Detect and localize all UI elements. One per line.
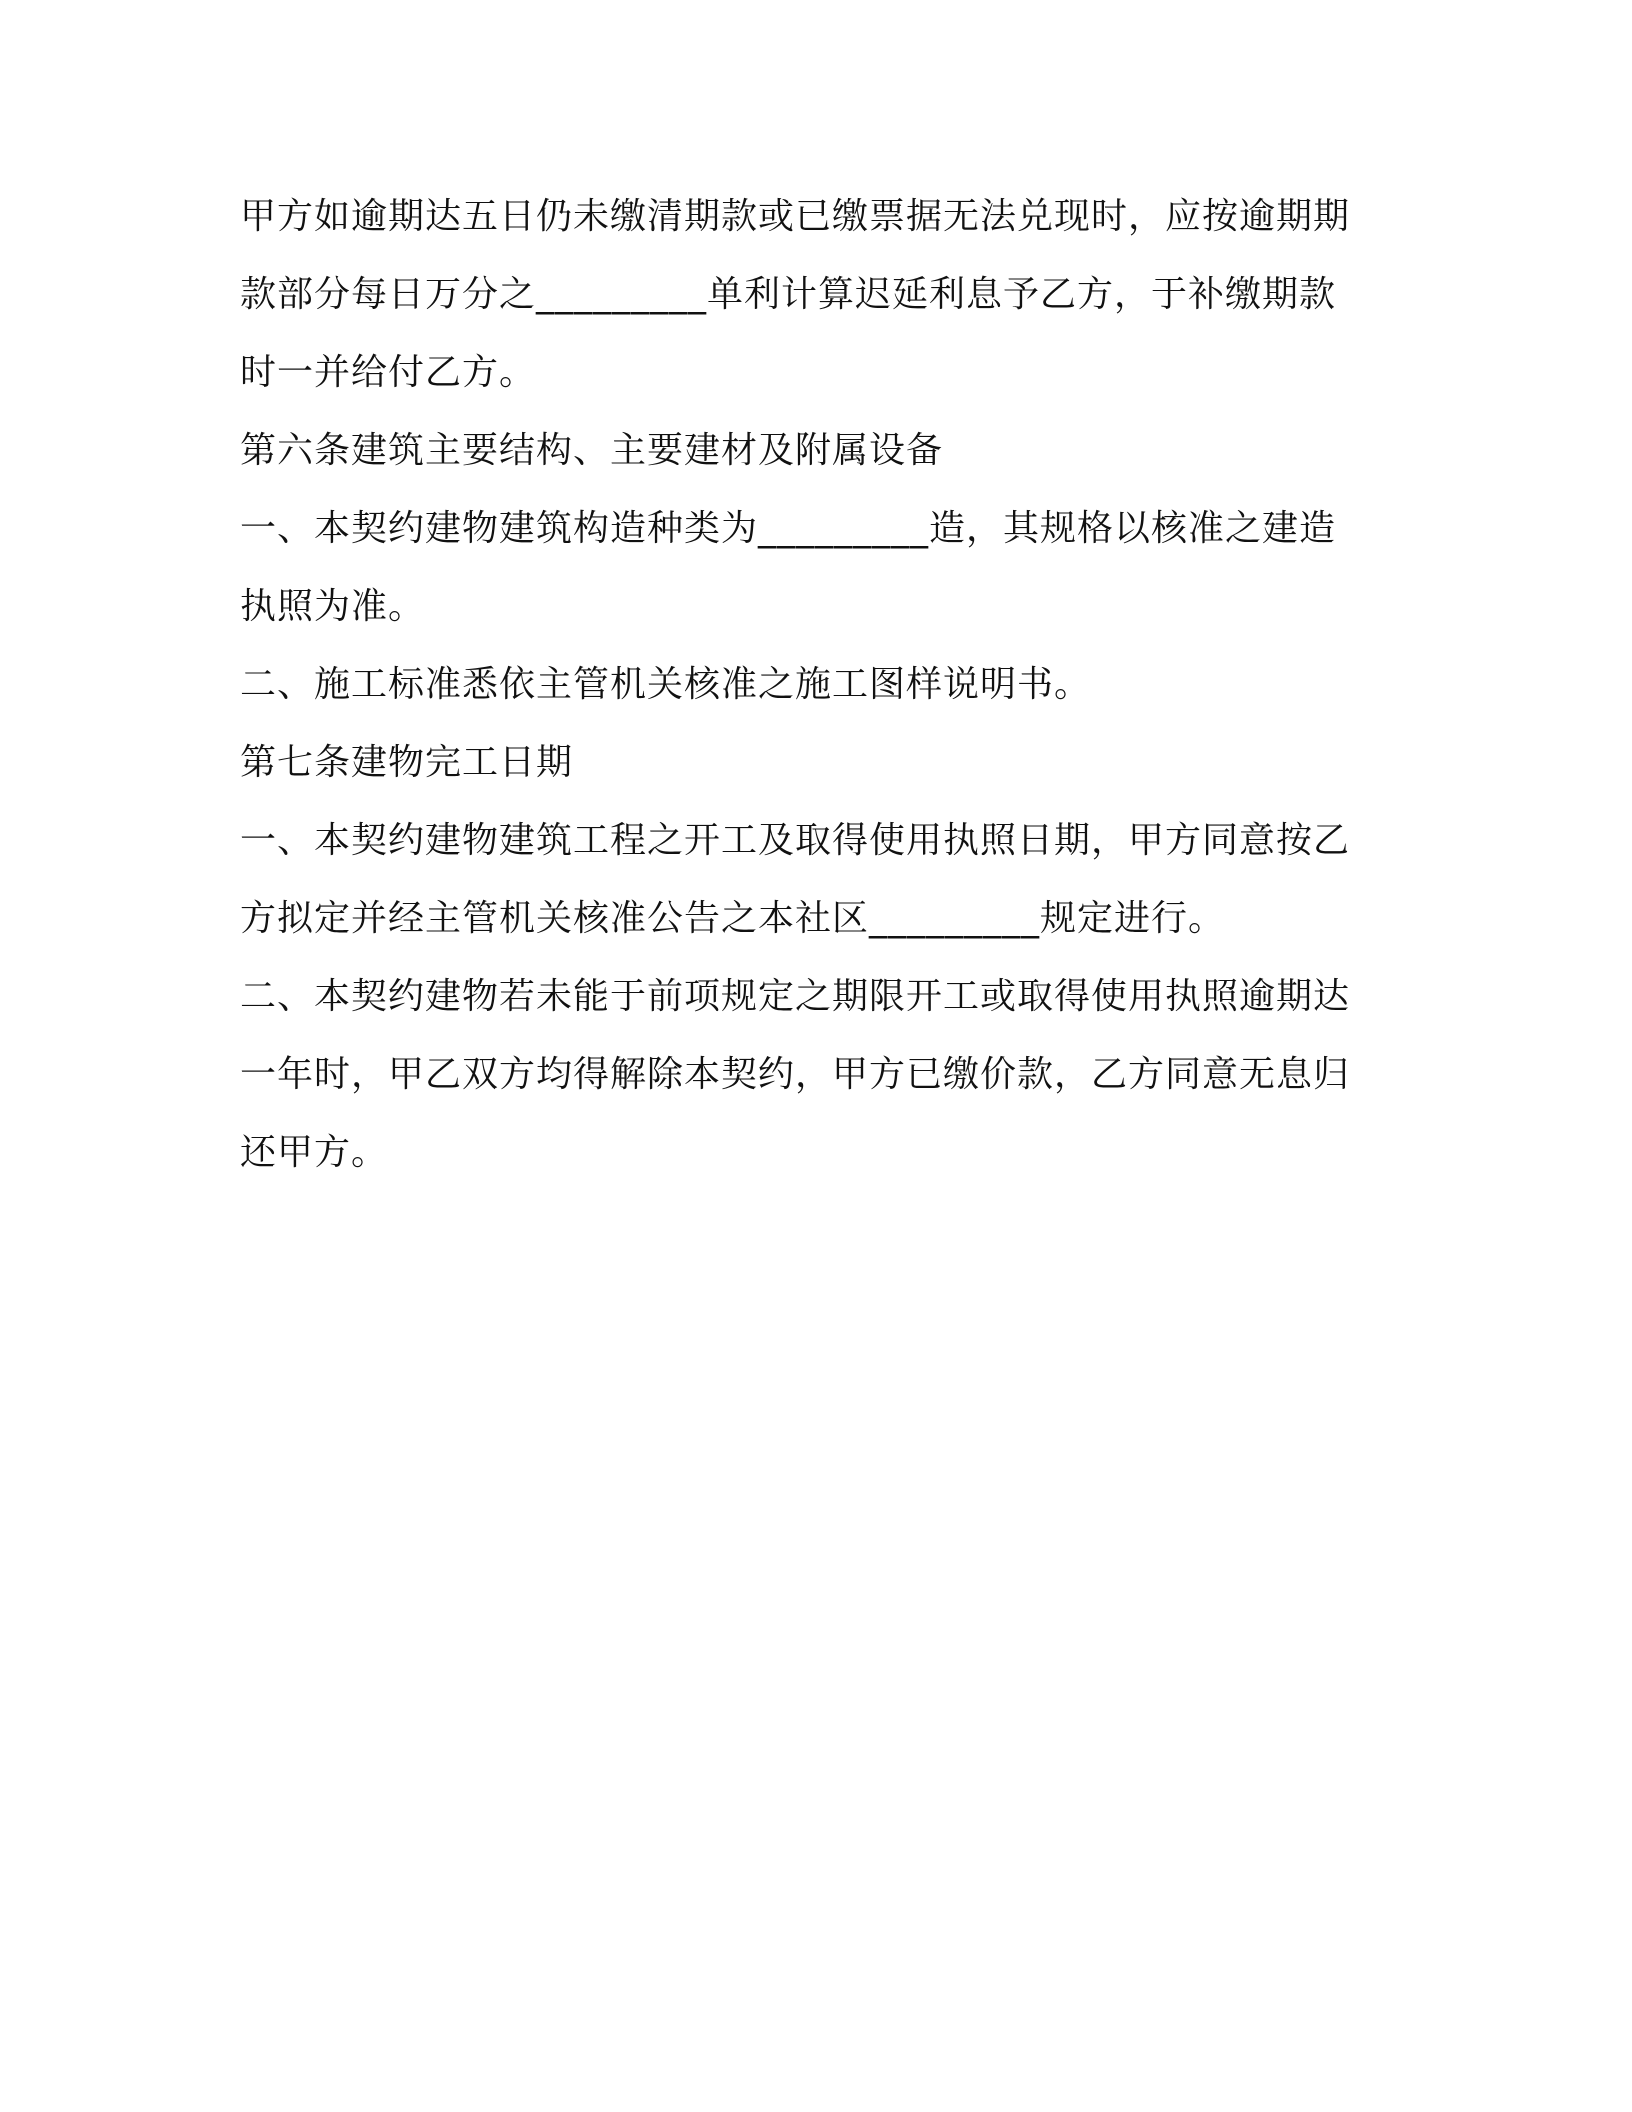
paragraph-line: 还甲方。	[240, 1132, 389, 1173]
paragraph-line: 款部分每日万分之_________单利计算迟延利息予乙方，于补缴期款	[240, 274, 1337, 315]
paragraph-line: 一、本契约建物建筑工程之开工及取得使用执照日期，甲方同意按乙	[240, 820, 1351, 861]
paragraph-line: 执照为准。	[240, 586, 426, 627]
section-heading: 第七条建物完工日期	[240, 742, 574, 783]
paragraph-line: 方拟定并经主管机关核准公告之本社区_________规定进行。	[240, 898, 1226, 939]
paragraph-line: 一、本契约建物建筑构造种类为_________造，其规格以核准之建造	[240, 508, 1337, 549]
paragraph-line: 二、施工标准悉依主管机关核准之施工图样说明书。	[240, 664, 1092, 705]
paragraph-line: 二、本契约建物若未能于前项规定之期限开工或取得使用执照逾期达	[240, 976, 1351, 1017]
paragraph-line: 甲方如逾期达五日仍未缴清期款或已缴票据无法兑现时，应按逾期期	[240, 196, 1351, 237]
paragraph-line: 一年时，甲乙双方均得解除本契约，甲方已缴价款，乙方同意无息归	[240, 1054, 1351, 1095]
paragraph-line: 时一并给付乙方。	[240, 352, 537, 393]
section-heading: 第六条建筑主要结构、主要建材及附属设备	[240, 430, 944, 471]
contract-text	[240, 188, 1370, 1202]
